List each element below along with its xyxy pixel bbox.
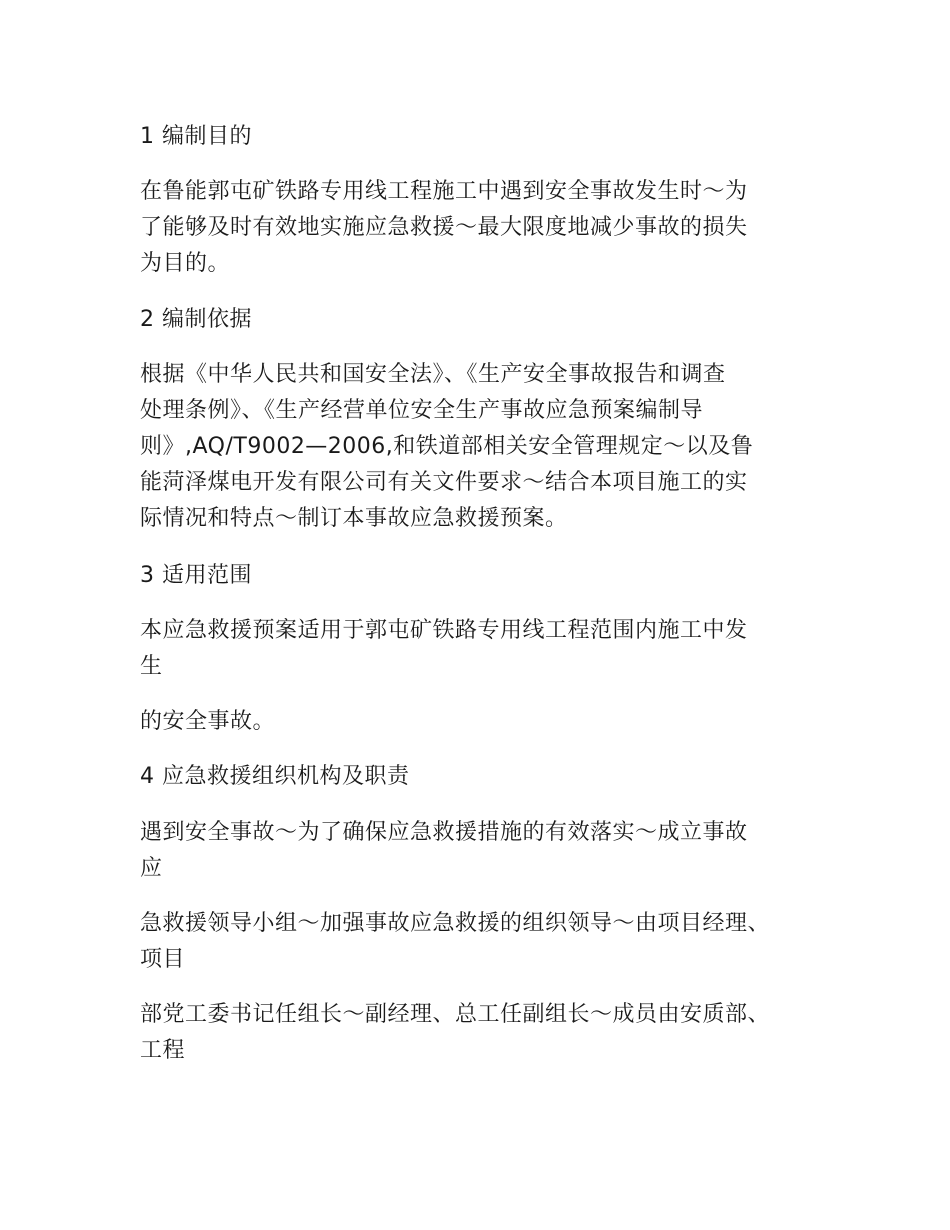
paragraph-line: 为目的。 (140, 251, 231, 276)
section-heading-1 (140, 119, 820, 155)
paragraph-line: 部党工委书记任组长～副经理、总工任副组长～成员由安质部、 (140, 1002, 771, 1027)
paragraph-line: 遇到安全事故～为了确保应急救援措施的有效落实～成立事故 (140, 820, 748, 845)
paragraph-line: 在鲁能郭屯矿铁路专用线工程施工中遇到安全事故发生时～为 (140, 179, 748, 204)
paragraph-organization-2 (140, 906, 820, 978)
paragraph-scope (140, 613, 820, 685)
heading-text: 3 适用范围 (140, 563, 252, 588)
paragraph-line: 际情况和特点～制订本事故应急救援预案。 (140, 506, 568, 531)
heading-text: 2 编制依据 (140, 307, 252, 332)
paragraph-line: 的安全事故。 (140, 709, 276, 734)
section-heading-2 (140, 302, 820, 338)
paragraph-line: 生 (140, 654, 163, 679)
section-heading-4 (140, 759, 820, 795)
paragraph-line: 了能够及时有效地实施应急救援～最大限度地减少事故的损失 (140, 215, 748, 240)
paragraph-line: 能菏泽煤电开发有限公司有关文件要求～结合本项目施工的实 (140, 470, 748, 495)
paragraph-line: 则》,AQ/T9002—2006,和铁道部相关安全管理规定～以及鲁 (140, 434, 754, 459)
paragraph-line: 根据《中华人民共和国安全法》、《生产安全事故报告和调查 (140, 362, 726, 387)
paragraph-purpose (140, 174, 820, 282)
paragraph-organization-1 (140, 815, 820, 887)
paragraph-scope-continued (140, 704, 820, 740)
heading-text: 4 应急救援组织机构及职责 (140, 764, 410, 789)
paragraph-basis (140, 357, 820, 537)
paragraph-line: 急救援领导小组～加强事故应急救援的组织领导～由项目经理、 (140, 911, 771, 936)
paragraph-line: 本应急救援预案适用于郭屯矿铁路专用线工程范围内施工中发 (140, 618, 748, 643)
paragraph-line: 处理条例》、《生产经营单位安全生产事故应急预案编制导 (140, 398, 704, 423)
section-heading-3 (140, 558, 820, 594)
paragraph-organization-3 (140, 997, 820, 1069)
paragraph-line: 应 (140, 856, 163, 881)
heading-text: 1 编制目的 (140, 124, 252, 149)
paragraph-line: 工程 (140, 1038, 186, 1063)
paragraph-line: 项目 (140, 947, 186, 972)
